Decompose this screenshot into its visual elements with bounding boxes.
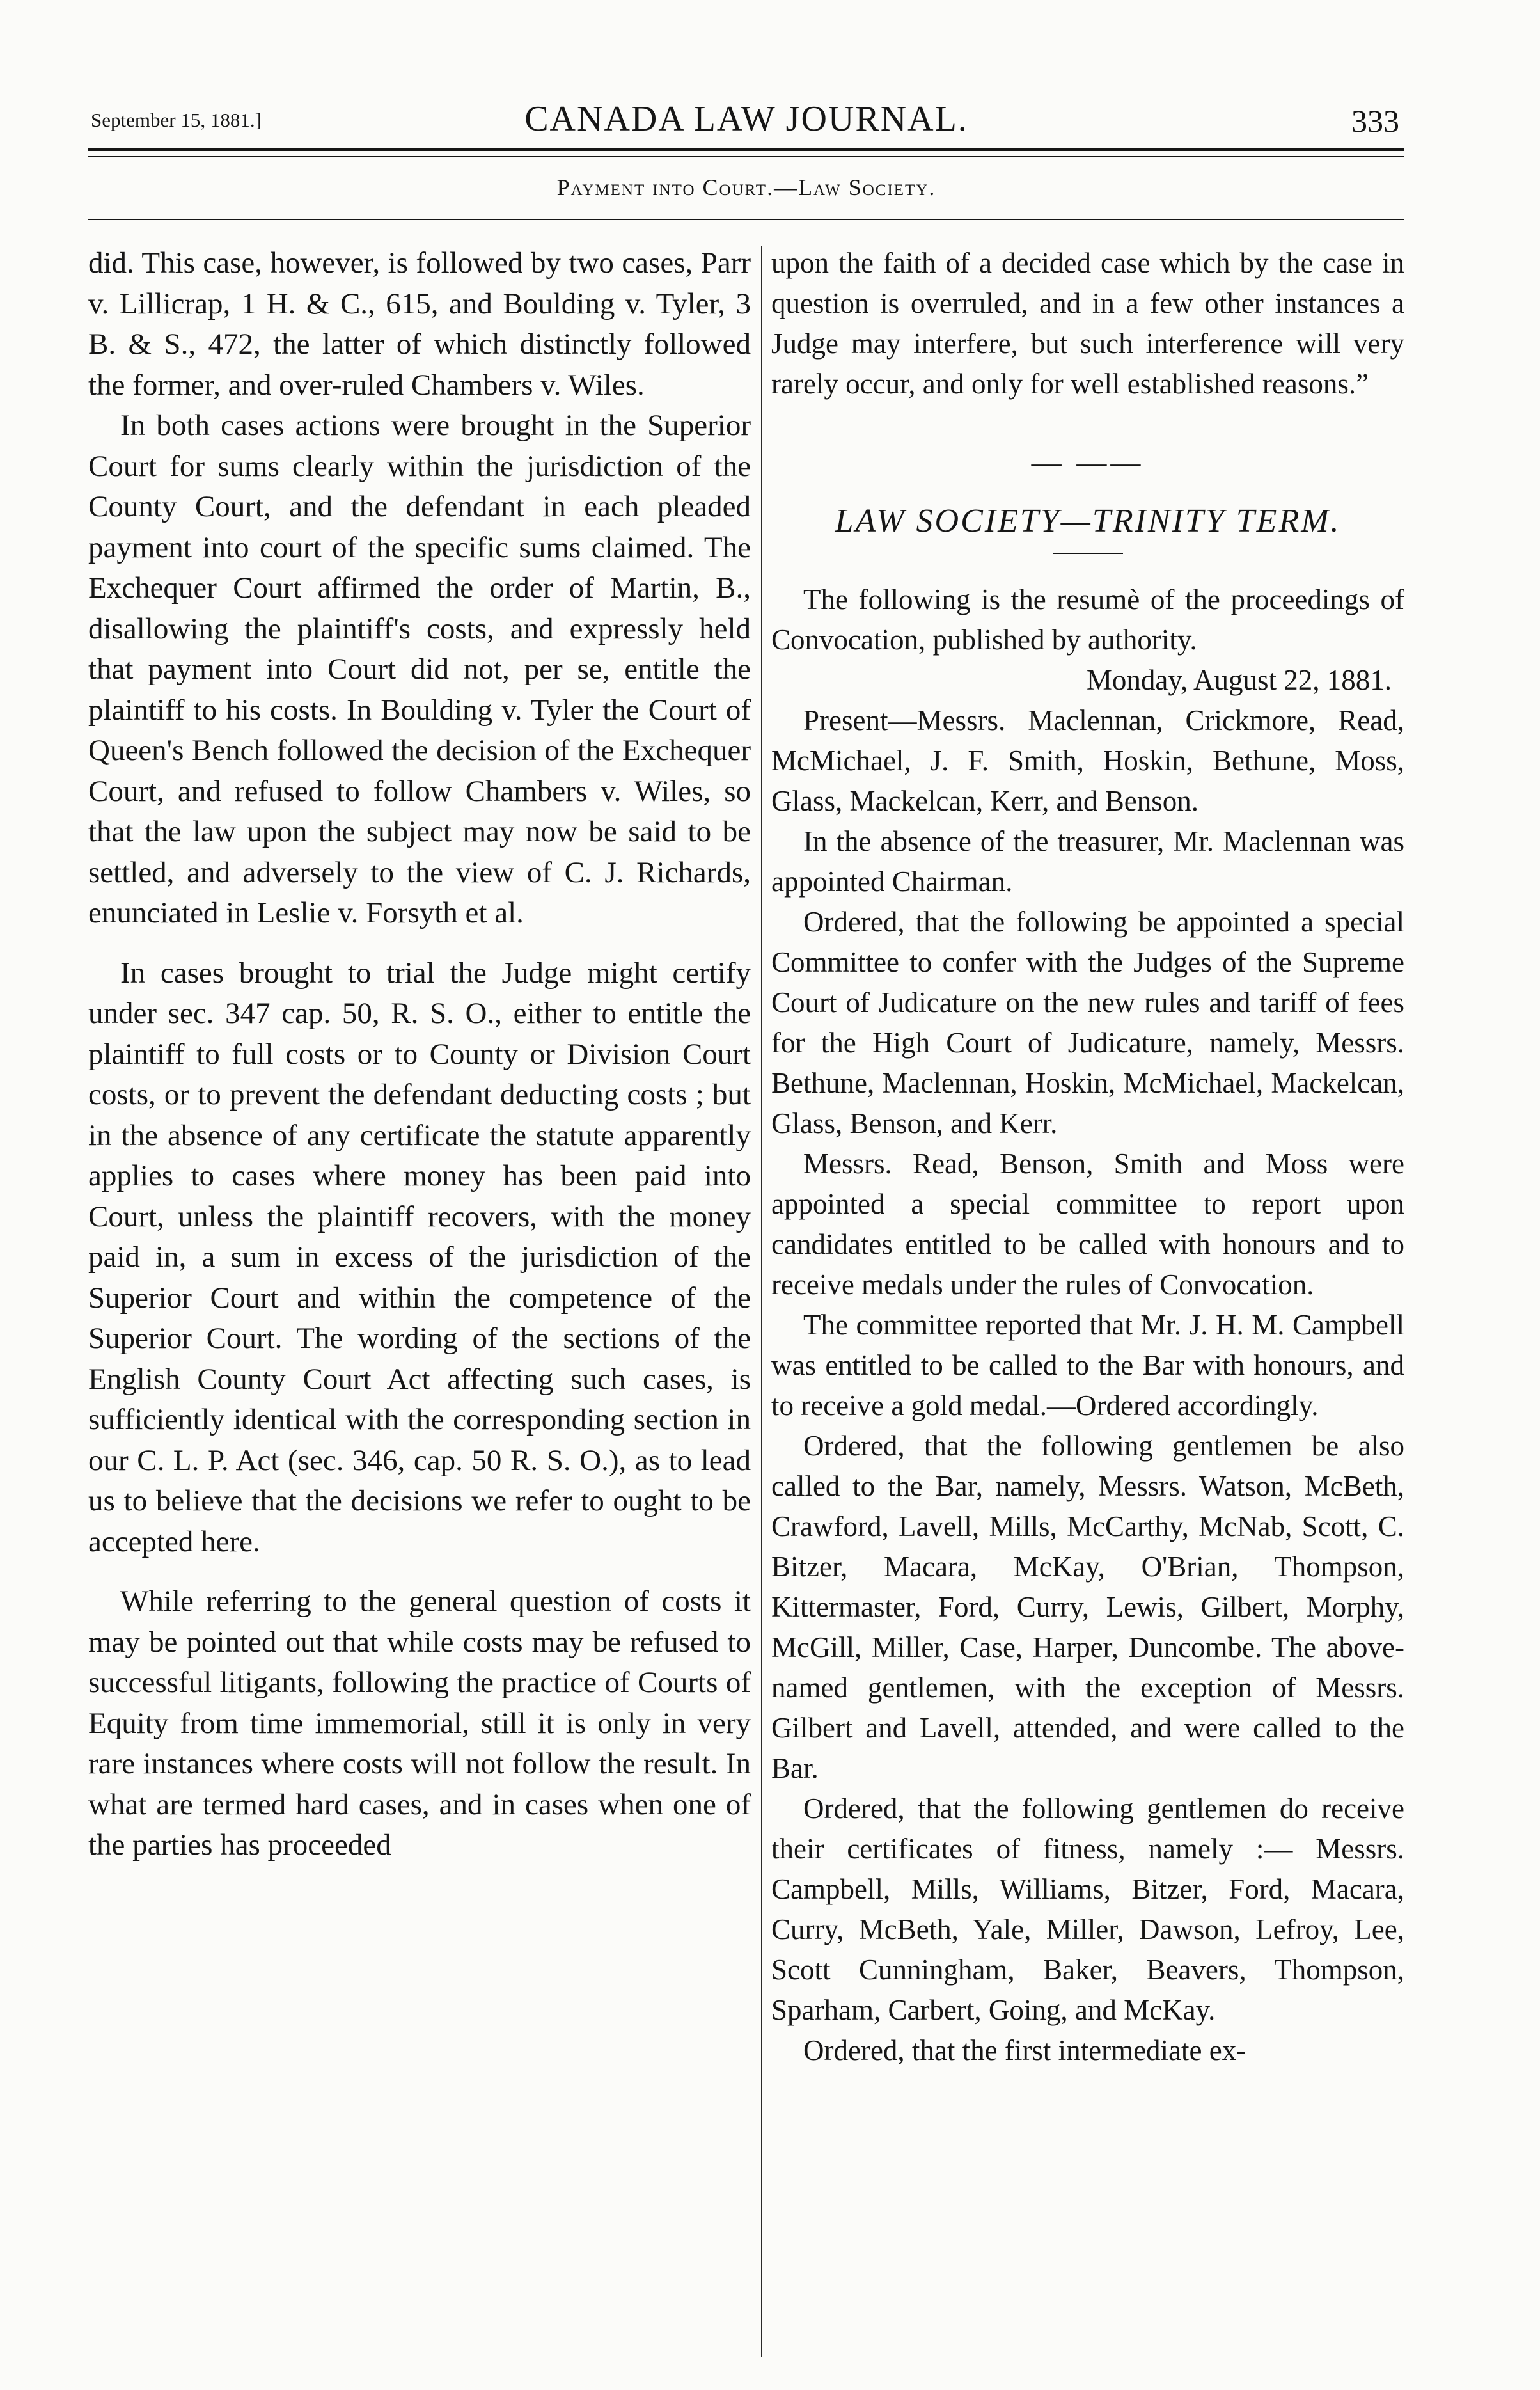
- left-paragraph-1: did. This case, however, is followed by two cases, Parr v. Lillicrap, 1 H. & C., 615, and Boulding v. Tyler, 3 B. & S., 472, the latter of which distinctly followed the former, and over-ruled Chambers v. Wiles.: [88, 246, 751, 402]
- committee-paragraph: Ordered, that the following be appointed a special Committee to confer with the Judges of the Supreme Court of Judicature on the new rules and tariff of fees for the High Court of Judicature, namely, Messrs. Bethune, Maclennan, Hoskin, McMichael, Mackelcan, Glass, Benson, and Kerr.: [771, 906, 1404, 1139]
- page-number: 333: [1351, 103, 1399, 139]
- called-paragraph: Ordered, that the following gentlemen be also called to the Bar, namely, Messrs. Watson, McBeth, Crawford, Lavell, Mills, McCarthy, McNab, Scott, C. Bitzer, Macara, McKay, O'Brian, Thompson, Kittermaster, Ford, Curry, Lewis, Gilbert, Morphy, McGill, Miller, Case, Harper, Duncombe. The above-named gentlemen, with the exception of Messrs. Gilbert and Lavell, attended, and were called to the Bar.: [771, 1430, 1404, 1784]
- journal-title: CANADA LAW JOURNAL.: [524, 99, 968, 139]
- chairman-paragraph: In the absence of the treasurer, Mr. Maclennan was appointed Chairman.: [771, 825, 1404, 898]
- section-rule: [88, 219, 1404, 220]
- running-head: [88, 95, 1404, 139]
- header-rule-thin: [88, 156, 1404, 157]
- honours-paragraph: Messrs. Read, Benson, Smith and Moss were appointed a special committee to report upon candidates entitled to be called with honours and to receive medals under the rules of Convocation.: [771, 1148, 1404, 1301]
- section-heading: Payment into Court.—Law Society.: [556, 175, 936, 200]
- left-paragraph-4: While referring to the general question of costs it may be pointed out that while costs may be refused to successful litigants, following the practice of Courts of Equity from time immemorial, still it is only in very rare instances where costs will not follow the result. In what are termed hard cases, and in cases when one of the parties has proceeded: [88, 1585, 751, 1862]
- column-divider: [761, 246, 762, 2357]
- campbell-paragraph: The committee reported that Mr. J. H. M. Campbell was entitled to be called to the Bar with honours, and to receive a gold medal.—Ordered accordingly.: [771, 1309, 1404, 1421]
- heading-rule: [1053, 553, 1123, 554]
- meeting-date: Monday, August 22, 1881.: [1086, 664, 1392, 696]
- separator-dashes: — ——: [1031, 446, 1145, 479]
- law-society-heading: LAW SOCIETY—TRINITY TERM.: [835, 503, 1341, 539]
- left-paragraph-3: In cases brought to trial the Judge might certify under sec. 347 cap. 50, R. S. O., either to entitle the plaintiff to full costs or to County or Division Court costs, or to prevent the defendant deducting costs ; but in the absence of any certificate the statute apparently applies to cases where money has been paid into Court, unless the plaintiff recovers, with the money paid in, a sum in excess of the jurisdiction of the Superior Court and within the competence of the Superior Court. The wording of the sections of the English County Court Act affecting such cases, is sufficiently identical with the corresponding section in our C. L. P. Act (sec. 346, cap. 50 R. S. O.), as to lead us to believe that the decisions we refer to ought to be accepted here.: [88, 956, 751, 1558]
- issue-date: September 15, 1881.]: [91, 109, 262, 131]
- right-paragraph-1: upon the faith of a decided case which by the case in question is overruled, and in a few other instances a Judge may interfere, but such interference will very rarely occur, and only for well established reasons.”: [771, 247, 1404, 400]
- fitness-paragraph: Ordered, that the following gentlemen do receive their certificates of fitness, namely :— Messrs. Campbell, Mills, Williams, Bitzer, Ford, Macara, Curry, McBeth, Yale, Miller, Dawson, Lefroy, Lee, Scott Cunningham, Baker, Beavers, Thompson, Sparham, Carbert, Going, and McKay.: [771, 1792, 1404, 2026]
- present-paragraph: Present—Messrs. Maclennan, Crickmore, Read, McMichael, J. F. Smith, Hoskin, Bethune, Moss, Glass, Mackelcan, Kerr, and Benson.: [771, 704, 1404, 817]
- intro-paragraph: The following is the resumè of the proceedings of Convocation, published by authority.: [771, 583, 1404, 656]
- last-paragraph: Ordered, that the first intermediate ex-: [803, 2034, 1246, 2066]
- right-column: [771, 243, 1404, 2071]
- left-column: [88, 243, 751, 1866]
- left-paragraph-2: In both cases actions were brought in the Superior Court for sums clearly within the jurisdiction of the County Court, and the defendant in each pleaded payment into court of the specific sums claimed. The Exchequer Court affirmed the order of Martin, B., disallowing the plaintiff's costs, and expressly held that payment into Court did not, per se, entitle the plaintiff to his costs. In Boulding v. Tyler the Court of Queen's Bench followed the decision of the Exchequer Court, and refused to follow Chambers v. Wiles, so that the law upon the subject may now be said to be settled, and adversely to the view of C. J. Richards, enunciated in Leslie v. Forsyth et al.: [88, 409, 751, 930]
- header-rule-thick: [88, 148, 1404, 151]
